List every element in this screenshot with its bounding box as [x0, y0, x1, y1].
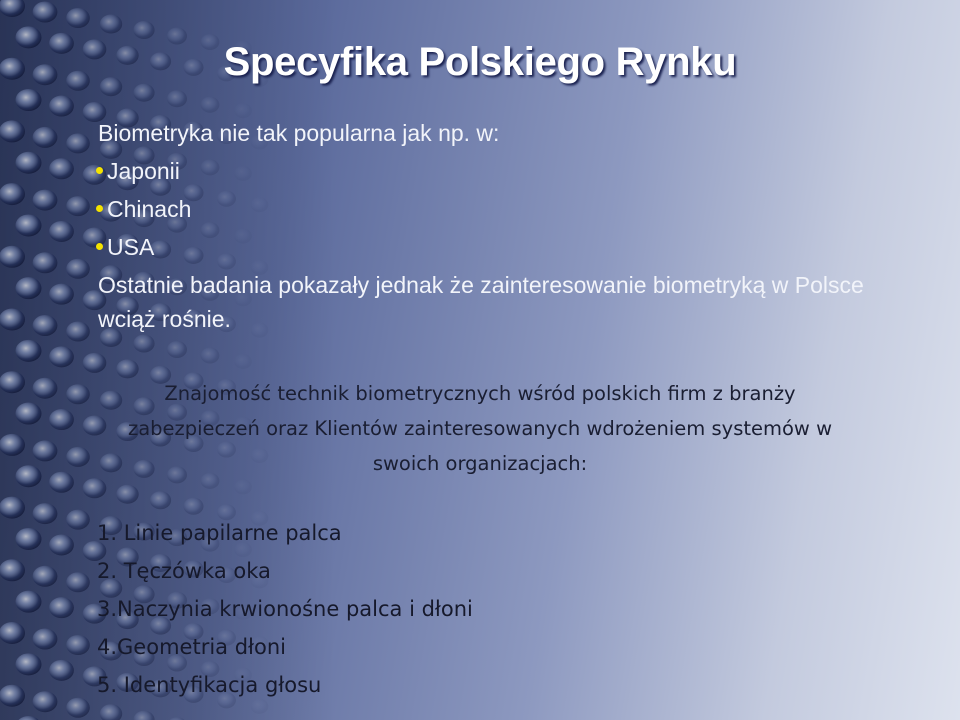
texture-hole — [66, 572, 90, 592]
texture-hole — [66, 322, 90, 342]
biometrics-list — [97, 514, 697, 704]
texture-hole — [49, 284, 74, 305]
texture-hole — [66, 635, 90, 655]
texture-hole — [83, 353, 107, 373]
texture-hole — [16, 277, 42, 299]
upper-content — [98, 114, 918, 336]
texture-hole — [49, 96, 74, 117]
research-note: Ostatnie badania pokazały jednak że zainteresowanie biometryką w Polsce wciąż rośnie. — [98, 272, 864, 332]
bullet-item — [98, 152, 918, 190]
texture-hole — [0, 246, 25, 268]
texture-hole — [33, 252, 58, 273]
bullet-dot-icon — [96, 243, 103, 250]
texture-hole — [49, 660, 74, 681]
texture-hole — [49, 158, 74, 179]
texture-hole — [0, 309, 25, 331]
bullet-item — [98, 228, 918, 266]
texture-hole — [234, 479, 252, 494]
texture-hole — [66, 447, 90, 467]
texture-hole — [49, 346, 74, 367]
texture-hole — [0, 497, 25, 519]
bullet-label: Japonii — [107, 158, 180, 184]
texture-hole — [33, 566, 58, 587]
texture-hole — [33, 315, 58, 336]
texture-hole — [16, 591, 42, 613]
texture-hole — [201, 348, 220, 364]
texture-hole — [66, 8, 90, 28]
texture-hole — [0, 371, 25, 393]
list-item: 5. Identyfikacja głosu — [97, 673, 322, 697]
texture-hole — [16, 214, 42, 236]
texture-hole — [33, 629, 58, 650]
texture-hole — [66, 133, 90, 153]
texture-hole — [33, 2, 58, 23]
texture-hole — [16, 653, 42, 675]
texture-hole — [49, 472, 74, 493]
list-item: 3.Naczynia krwionośne palca i dłoni — [97, 597, 473, 621]
texture-hole — [100, 15, 122, 34]
bullet-item — [98, 190, 918, 228]
texture-hole — [49, 409, 74, 430]
intro-text: Biometryka nie tak popularna jak np. w: — [98, 120, 500, 146]
texture-hole — [133, 84, 154, 102]
texture-hole — [16, 152, 42, 174]
texture-hole — [66, 698, 90, 718]
texture-hole — [16, 403, 42, 425]
texture-hole — [167, 341, 187, 358]
texture-hole — [16, 528, 42, 550]
texture-hole — [150, 491, 171, 509]
texture-hole — [66, 510, 90, 530]
texture-hole — [201, 97, 220, 113]
texture-hole — [16, 89, 42, 111]
texture-hole — [0, 622, 25, 644]
texture-hole — [133, 21, 154, 39]
texture-hole — [66, 259, 90, 279]
texture-hole — [0, 559, 25, 581]
texture-hole — [33, 190, 58, 211]
texture-hole — [133, 335, 154, 353]
bullet-dot-icon — [96, 205, 103, 212]
texture-hole — [49, 221, 74, 242]
texture-hole — [66, 196, 90, 216]
texture-hole — [167, 90, 187, 107]
texture-hole — [234, 354, 252, 369]
texture-hole — [116, 485, 138, 504]
texture-hole — [33, 691, 58, 712]
texture-hole — [33, 503, 58, 524]
texture-hole — [16, 465, 42, 487]
list-item: 2. Tęczówka oka — [97, 559, 271, 583]
bullet-dot-icon — [96, 167, 103, 174]
texture-hole — [49, 597, 74, 618]
awareness-paragraph: Znajomość technik biometrycznych wśród polskich firm z branży zabezpieczeń oraz Klientów zainteresowanych wdrożeniem systemów w swoich organizacjach: — [127, 382, 833, 475]
list-item: 1. Linie papilarne palca — [97, 521, 342, 545]
texture-hole — [66, 384, 90, 404]
texture-hole — [33, 440, 58, 461]
texture-hole — [33, 127, 58, 148]
bullet-label: USA — [107, 234, 155, 260]
slide-title: Specyfika Polskiego Rynku — [223, 40, 737, 84]
texture-hole — [0, 685, 25, 707]
bullet-label: Chinach — [107, 196, 192, 222]
texture-hole — [16, 340, 42, 362]
list-item: 4.Geometria dłoni — [97, 635, 286, 659]
texture-hole — [0, 120, 25, 142]
texture-hole — [0, 434, 25, 456]
texture-hole — [83, 478, 107, 498]
texture-hole — [184, 498, 204, 515]
texture-hole — [49, 534, 74, 555]
texture-hole — [0, 183, 25, 205]
texture-hole — [33, 378, 58, 399]
